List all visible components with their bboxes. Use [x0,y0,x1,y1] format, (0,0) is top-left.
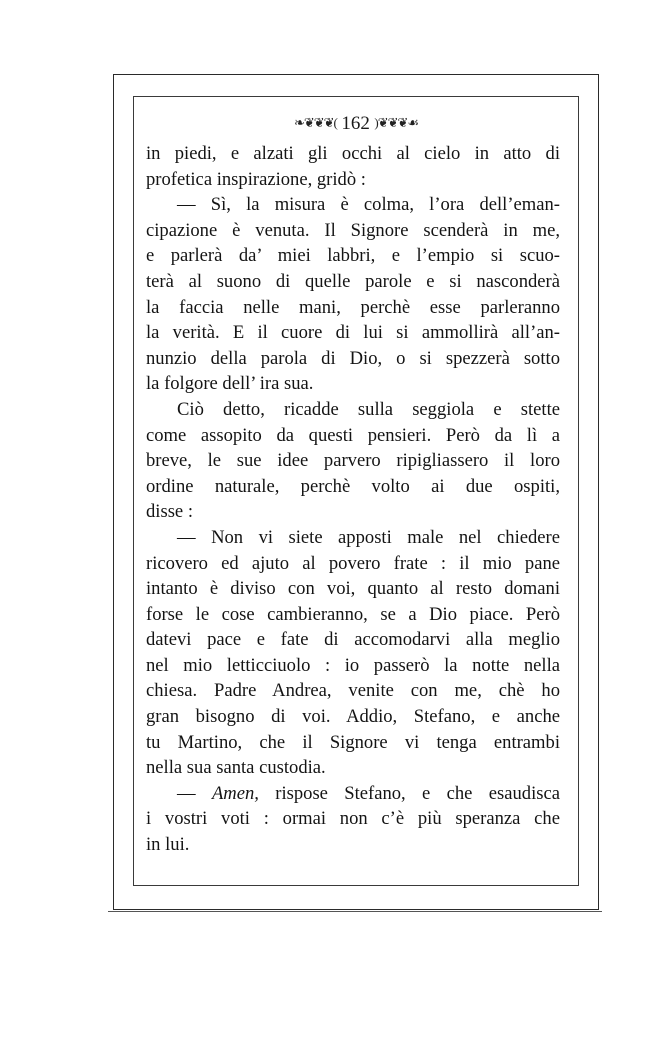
text-line: intanto è diviso con voi, quanto al resto domani [146,578,560,600]
text-line: la faccia nelle mani, perchè esse parleranno [146,296,560,318]
text-line: in piedi, e alzati gli occhi al cielo in atto di [146,143,560,164]
text-line: ordine naturale, perchè volto ai due ospiti, [146,475,560,497]
text-line: — Non vi siete apposti male nel chiedere [177,526,560,548]
text-line: la verità. E il cuore di lui si ammollirà all’an- [146,322,560,344]
text-line: nel mio letticciuolo : io passerò la notte nella [146,654,560,676]
text-line: breve, le sue idee parvero ripigliassero il loro [146,450,560,472]
bottom-rule [108,911,602,912]
text-line: nunzio della parola di Dio, o si spezzerà sotto [146,347,560,369]
body-text [146,141,560,858]
line-remainder: rispose Stefano, e che esaudisca [258,782,560,804]
text-line: disse : [146,501,194,523]
text-line: gran bisogno di voi. Addio, Stefano, e anche [146,706,560,728]
text-line: — Sì, la misura è colma, l’ora dell’eman- [177,194,560,216]
page-number: 162 [341,113,370,134]
text-line: tu Martino, che il Signore vi tenga entrambi [146,731,560,753]
text-line: cipazione è venuta. Il Signore scenderà in me, [146,219,560,241]
text-line: ricovero ed ajuto al povero frate : il mio pane [146,552,560,574]
text-line: la folgore dell’ ira sua. [146,373,314,395]
text-line: in lui. [146,834,190,856]
text-line: terà al suono di quelle parole e si nasconderà [146,270,560,292]
text-line: profetica inspirazione, gridò : [146,168,366,190]
text-line: datevi pace e fate di accomodarvi alla meglio [146,629,560,651]
ornament-right-icon: )❦❦❦☙ [374,115,419,130]
text-line: i vostri voti : ormai non c’è più speranza che [146,808,560,830]
text-line: Ciò detto, ricadde sulla seggiola e stette [177,398,560,420]
ornament-left-icon: ❧❦❦❦( [293,115,337,130]
text-line [146,781,560,807]
dash-prefix: — [177,782,212,804]
text-line: chiesa. Padre Andrea, venite con me, chè ho [146,680,560,702]
page-header [133,112,579,135]
text-line: forse le cose cambieranno, se a Dio piace. Però [146,603,560,625]
italic-amen: Amen, [211,782,259,804]
text-line: e parlerà da’ miei labbri, e l’empio si scuo- [146,245,560,267]
text-line: nella sua santa custodia. [146,757,326,779]
text-line: come assopito da questi pensieri. Però da lì a [146,424,560,446]
